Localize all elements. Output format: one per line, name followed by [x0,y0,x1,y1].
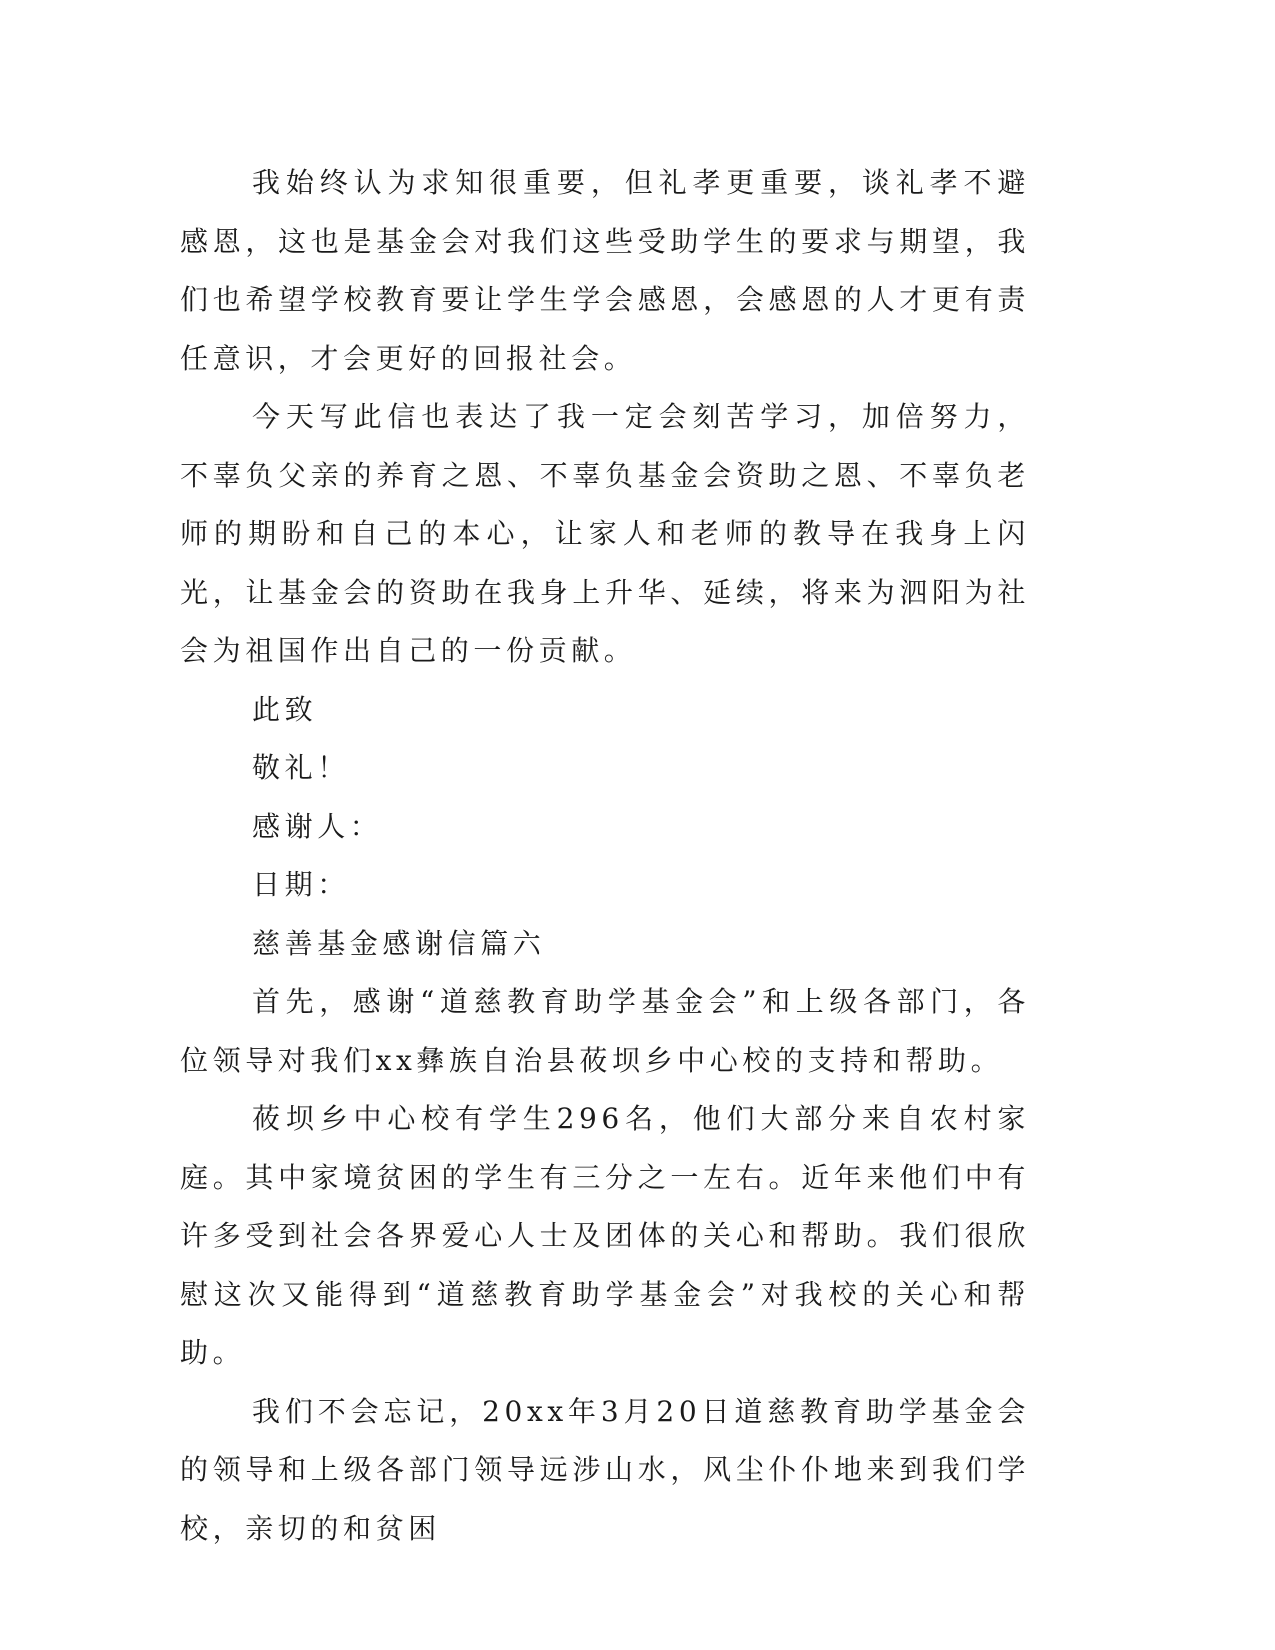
signer-line: 感谢人： [252,809,383,843]
section-title: 慈善基金感谢信篇六 [252,926,546,960]
letter-body [180,154,1030,1558]
paragraph-thanks: 首先，感谢“道慈教育助学基金会”和上级各部门，各位领导对我们xx彝族自治县莜坝乡中心校的支持和帮助。 [180,985,1030,1077]
closing-respect: 敬礼！ [252,751,350,784]
paragraph-gratitude-view: 我始终认为求知很重要，但礼孝更重要，谈礼孝不避感恩，这也是基金会对我们这些受助学生的要求与期望，我们也希望学校教育要让学生学会感恩，会感恩的人才更有责任意识，才会更好的回报社会。 [180,166,1030,375]
paragraph-commitment: 今天写此信也表达了我一定会刻苦学习，加倍努力，不辜负父亲的养育之恩、不辜负基金会资助之恩、不辜负老师的期盼和自己的本心，让家人和老师的教导在我身上闪光，让基金会的资助在我身上升华、延续，将来为泗阳为社会为祖国作出自己的一份贡献。 [180,400,1030,667]
paragraph-memory: 我们不会忘记，20xx年3月20日道慈教育助学基金会的领导和上级各部门领导远涉山水，风尘仆仆地来到我们学校，亲切的和贫困 [180,1394,1030,1545]
closing-salutation: 此致 [252,692,318,726]
paragraph-school-info: 莜坝乡中心校有学生296名，他们大部分来自农村家庭。其中家境贫困的学生有三分之一左右。近年来他们中有许多受到社会各界爱心人士及团体的关心和帮助。我们很欣慰这次又能得到“道慈教育助学基金会”对我校的关心和帮助。 [180,1102,1030,1369]
date-line: 日期： [252,868,350,901]
